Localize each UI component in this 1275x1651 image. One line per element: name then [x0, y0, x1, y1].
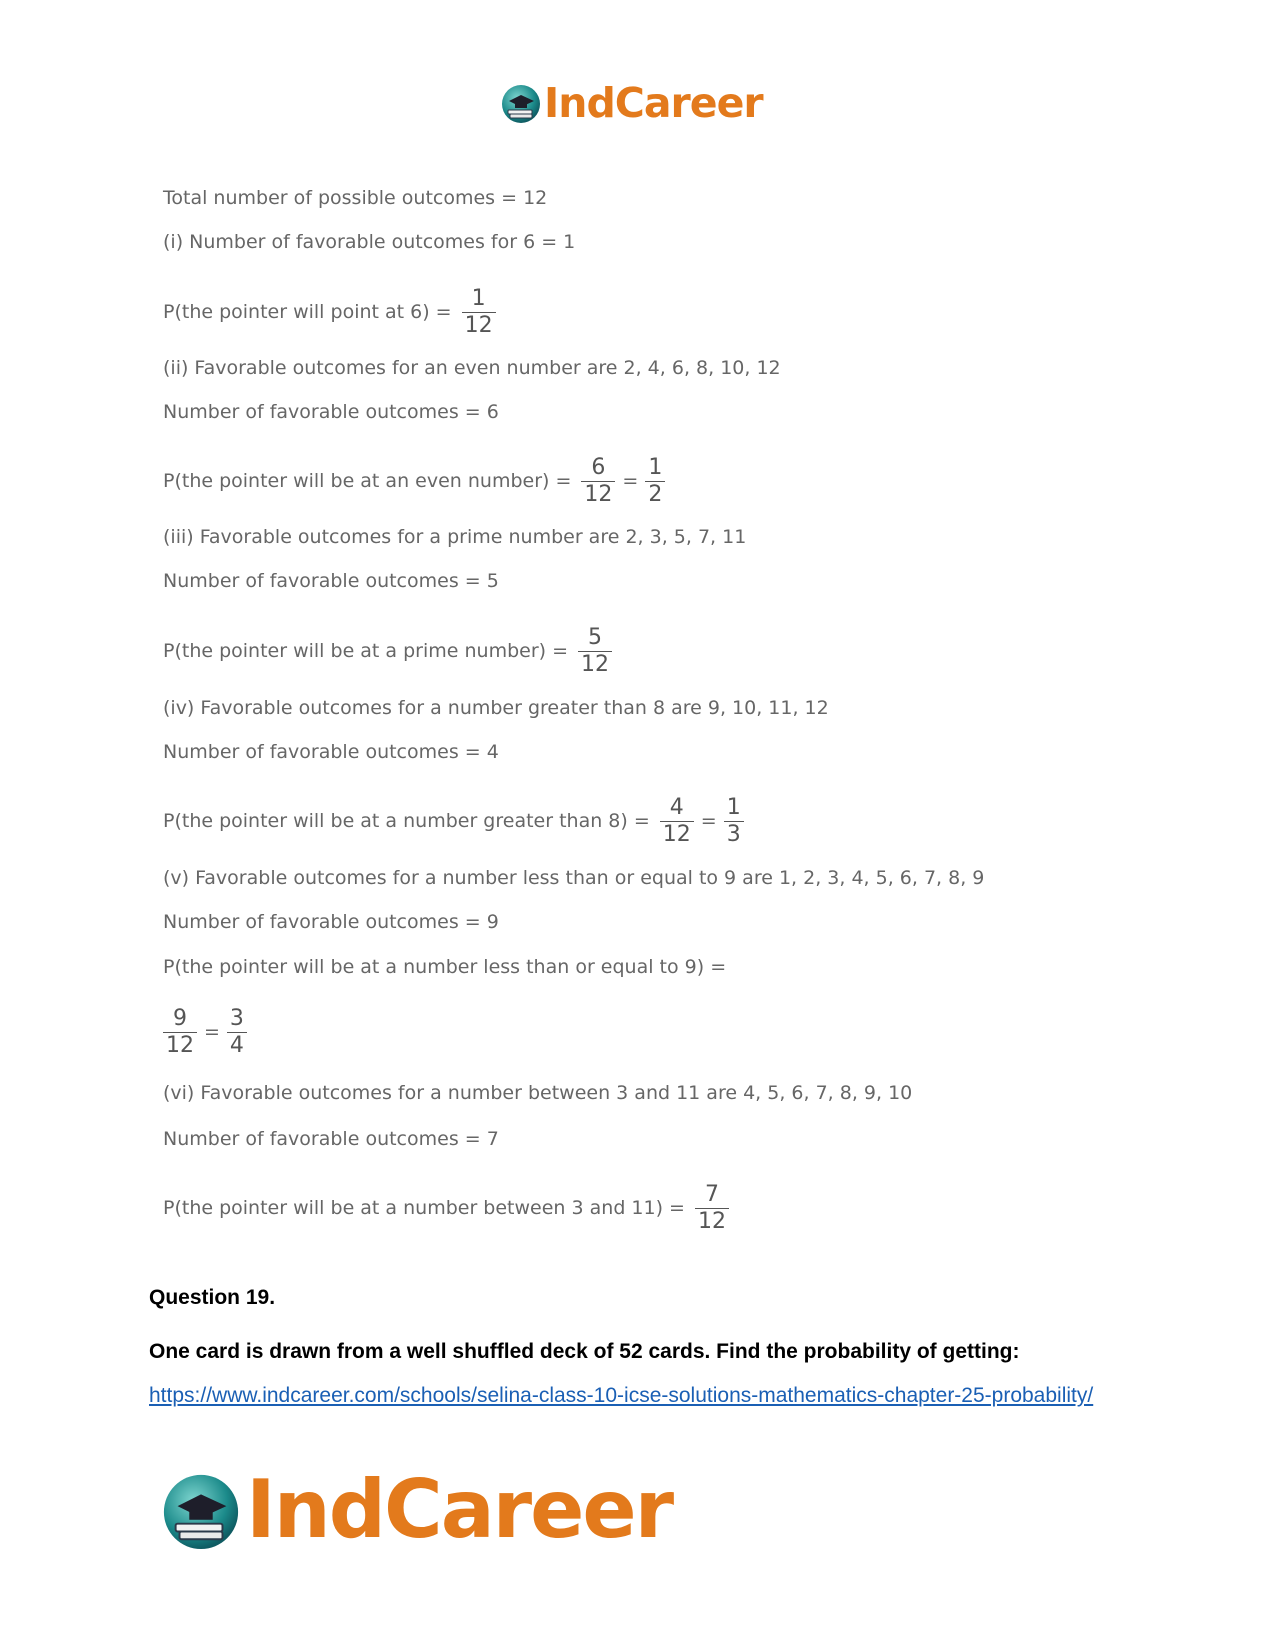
denominator: 12 — [581, 481, 615, 507]
fraction — [724, 795, 744, 847]
fraction — [578, 625, 612, 677]
numerator: 1 — [648, 455, 663, 481]
denominator: 12 — [163, 1032, 197, 1058]
denominator: 12 — [695, 1208, 729, 1234]
numerator: 6 — [591, 455, 606, 481]
probability-label: P(the pointer will point at 6) = — [163, 301, 452, 323]
probability-label: P(the pointer will be at a number greater than 8) = — [163, 810, 650, 832]
part-v-probability-label: P(the pointer will be at a number less than or equal to 9) = — [163, 956, 727, 978]
indcareer-logo-top — [500, 76, 763, 130]
denominator: 2 — [645, 481, 665, 507]
numerator: 7 — [704, 1182, 719, 1208]
fraction — [660, 795, 694, 847]
part-ii-probability — [163, 454, 669, 508]
source-link[interactable]: https://www.indcareer.com/schools/selina-class-10-icse-solutions-mathematics-chapter-25-probability/ — [149, 1384, 1094, 1407]
part-ii-outcomes: (ii) Favorable outcomes for an even number are 2, 4, 6, 8, 10, 12 — [163, 357, 781, 379]
denominator: 4 — [227, 1032, 247, 1058]
part-iv-count: Number of favorable outcomes = 4 — [163, 741, 499, 763]
equals-sign: = — [204, 1021, 220, 1043]
probability-label: P(the pointer will be at an even number) = — [163, 470, 572, 492]
part-iv-outcomes: (iv) Favorable outcomes for a number greater than 8 are 9, 10, 11, 12 — [163, 697, 829, 719]
fraction — [227, 1006, 247, 1058]
fraction — [163, 1006, 197, 1058]
globe-books-icon — [160, 1469, 242, 1551]
numerator: 4 — [669, 795, 684, 821]
part-iii-probability — [163, 624, 616, 678]
part-vi-outcomes: (vi) Favorable outcomes for a number between 3 and 11 are 4, 5, 6, 7, 8, 9, 10 — [163, 1082, 913, 1104]
logo-wordmark: IndCareer — [246, 1463, 673, 1556]
part-v-probability-value — [159, 1004, 251, 1060]
part-i-probability — [163, 285, 500, 339]
numerator: 3 — [229, 1006, 244, 1032]
fraction — [645, 455, 665, 507]
fraction — [695, 1182, 729, 1234]
numerator: 9 — [173, 1006, 187, 1032]
equals-sign: = — [622, 470, 639, 492]
globe-books-icon — [500, 82, 542, 124]
logo-wordmark: IndCareer — [544, 78, 763, 127]
question-text: One card is drawn from a well shuffled deck of 52 cards. Find the probability of getting: — [149, 1340, 1020, 1363]
denominator: 12 — [578, 651, 612, 677]
numerator: 5 — [588, 625, 603, 651]
fraction — [462, 286, 496, 338]
denominator: 3 — [724, 821, 744, 847]
part-v-outcomes: (v) Favorable outcomes for a number less than or equal to 9 are 1, 2, 3, 4, 5, 6, 7, 8, 9 — [163, 867, 985, 889]
part-i-outcomes: (i) Number of favorable outcomes for 6 = 1 — [163, 231, 576, 253]
part-vi-count: Number of favorable outcomes = 7 — [163, 1128, 499, 1150]
numerator: 1 — [726, 795, 741, 821]
indcareer-logo-bottom — [160, 1465, 672, 1555]
probability-label: P(the pointer will be at a prime number) = — [163, 640, 569, 662]
part-iii-outcomes: (iii) Favorable outcomes for a prime number are 2, 3, 5, 7, 11 — [163, 526, 747, 548]
probability-label: P(the pointer will be at a number between 3 and 11) = — [163, 1197, 685, 1219]
total-outcomes-line: Total number of possible outcomes = 12 — [163, 187, 548, 209]
part-v-count: Number of favorable outcomes = 9 — [163, 911, 499, 933]
part-iii-count: Number of favorable outcomes = 5 — [163, 570, 499, 592]
part-vi-probability — [163, 1180, 733, 1236]
denominator: 12 — [462, 312, 496, 338]
part-iv-probability — [163, 794, 748, 848]
equals-sign: = — [700, 810, 717, 832]
part-ii-count: Number of favorable outcomes = 6 — [163, 401, 499, 423]
question-title: Question 19. — [149, 1286, 276, 1309]
numerator: 1 — [471, 286, 486, 312]
denominator: 12 — [660, 821, 694, 847]
fraction — [581, 455, 615, 507]
